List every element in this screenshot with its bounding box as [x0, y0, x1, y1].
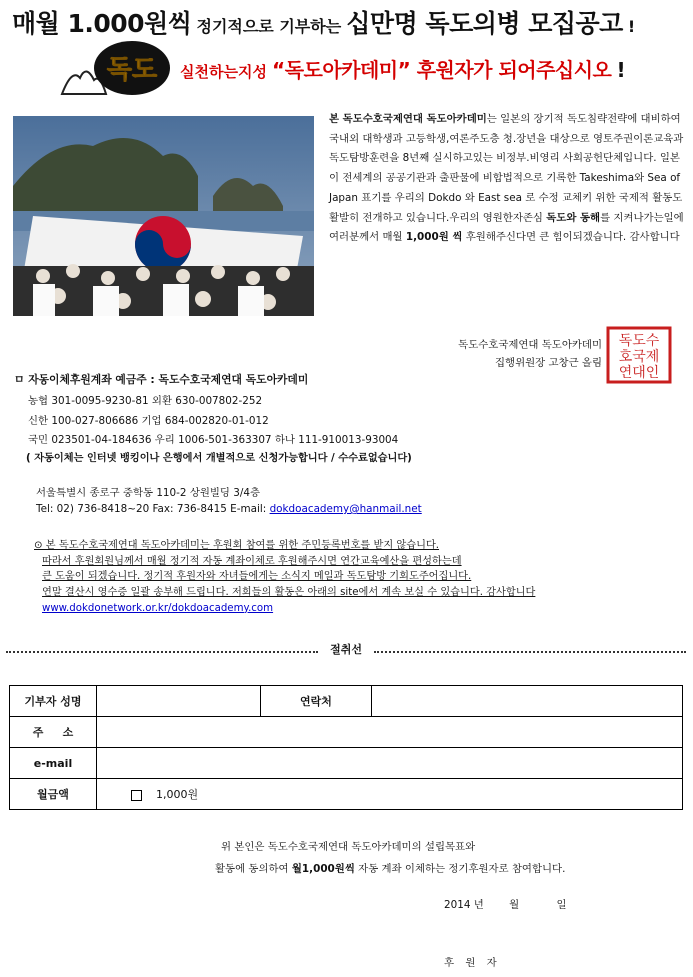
- contact-line: [36, 503, 422, 515]
- intro-text-3: 후원해주신다면 큰 힘이되겠습니다. 감사합니다: [462, 231, 680, 244]
- subheadline-title: “독도아카데미” 후원자가 되어주십시오: [272, 58, 612, 82]
- donor-name-label: 기부자 성명: [10, 686, 97, 717]
- dokdo-logo: [60, 38, 172, 98]
- donation-form: [9, 685, 683, 810]
- address-label: 주 소: [10, 717, 97, 748]
- date-day: 일: [556, 899, 567, 911]
- date-line: [444, 896, 567, 911]
- cut-dots-left: [6, 651, 318, 653]
- official-seal: [606, 326, 672, 384]
- bank-account-line: 국민 023501-04-184636 우리 1006-501-363307 하나 111-910013-93004: [28, 434, 399, 446]
- notice-line: 큰 도움이 되겠습니다. 정기적 후원자와 자녀들에게는 소식지 메일과 독도탐방 기회도주어집니다.: [42, 571, 472, 583]
- intro-text-1: 는 일본의 장기적 독도침략전략에 대비하여 국내외 대학생과 고등학생,여론주도층 청.장년을 대상으로 영토주권이론교육과 독도탐방훈련을 8년째 실시하고있는 비정부.비영리 사회공헌단체입니다. 일본이 전세계의 공공기관과 출판물에 비합법적으로 기록한 Takeshima와 Sea of Japan 표기를 우리의 Dokdo 와 East sea 로 수정 교체키 위한 국제적 활동도 활발히 전개하고 있습니다.우리의 영원한자존심: [329, 113, 684, 224]
- intro-bold-dokdo: 독도와 동해: [546, 211, 601, 224]
- headline-title: 십만명 독도의병 모집공고: [346, 9, 623, 38]
- subheadline: [180, 54, 625, 83]
- phone-field[interactable]: [372, 686, 683, 717]
- sponsor-label: 후 원 자: [444, 957, 501, 969]
- seal-line-2: 호국제: [618, 349, 660, 365]
- amount-checkbox[interactable]: [131, 790, 142, 801]
- bank-note: ( 자동이체는 인터넷 뱅킹이나 은행에서 개별적으로 신청가능합니다 / 수수료없습니다): [26, 453, 412, 464]
- signature-person: 집행위원장 고창근 올림: [495, 357, 602, 369]
- donor-name-field[interactable]: [97, 686, 261, 717]
- cut-line-label: 절취선: [330, 643, 362, 656]
- pledge-text-a: 활동에 동의하여: [215, 863, 292, 875]
- date-month: 월: [509, 899, 520, 911]
- address-field[interactable]: [97, 717, 683, 748]
- phone-fax: Tel: 02) 736-8418~20 Fax: 736-8415 E-mail:: [36, 503, 267, 515]
- subheadline-exclaim: !: [616, 58, 626, 82]
- pledge-text-b: 자동 계좌 이체하는 정기후원자로 참여합니다.: [354, 863, 566, 875]
- signature: [400, 336, 602, 372]
- notice-line: 연말 결산시 영수증 일괄 송부해 드립니다. 저희들의 활동은 아래의 site에서 계속 보실 수 있습니다. 감사합니다: [42, 587, 536, 599]
- notice-line: 따라서 후원회원님께서 매월 정기적 자동 계좌이체로 후원해주시면 연간교육예산을 편성하는데: [42, 555, 462, 567]
- signature-org: 독도수호국제연대 독도아카데미: [458, 339, 602, 351]
- intro-paragraph: [329, 110, 687, 248]
- phone-label: 연락처: [261, 686, 372, 717]
- intro-bold-amount: 1,000원 씩: [405, 231, 463, 244]
- headline: [12, 4, 684, 42]
- amount-field: [97, 779, 683, 810]
- notice-block: [34, 538, 634, 617]
- seal-line-1: 독도수: [618, 333, 660, 349]
- bank-title: ㅁ 자동이체후원계좌 예금주 : 독도수호국제연대 독도아카데미: [14, 373, 309, 386]
- cut-line: [6, 641, 686, 657]
- pledge-line-2: [215, 858, 635, 880]
- intro-org: 본 독도수호국제연대 독도아카데미: [329, 113, 487, 125]
- cut-dots-right: [374, 651, 686, 653]
- bank-account-line: 신한 100-027-806686 기업 684-002820-01-012: [28, 415, 269, 427]
- pledge-text: [215, 836, 635, 880]
- office-address: 서울특별시 종로구 중학동 110-2 상원빌딩 3/4층: [36, 487, 261, 499]
- email-label: e-mail: [10, 748, 97, 779]
- pledge-line-1: 위 본인은 독도수호국제연대 독도아카데미의 설립목표와: [221, 841, 476, 853]
- subheadline-prefix: 실천하는지성: [180, 63, 267, 81]
- headline-exclaim: !: [627, 17, 636, 36]
- headline-sub: 정기적으로 기부하는: [196, 17, 342, 36]
- email-link[interactable]: dokdoacademy@hanmail.net: [269, 503, 422, 515]
- website-link[interactable]: www.dokdonetwork.or.kr/dokdoacademy.com: [42, 602, 274, 614]
- group-photo: [13, 116, 314, 316]
- date-year: 2014 년: [444, 899, 484, 911]
- logo-text: 독도: [106, 55, 158, 85]
- amount-value: 1,000원: [156, 788, 199, 801]
- intro-text-2: 를 지켜나가는일에 여러분께서 매월: [329, 211, 684, 244]
- pledge-amount: 월1,000원씩: [291, 863, 355, 875]
- seal-line-3: 연대인: [618, 365, 660, 381]
- email-field[interactable]: [97, 748, 683, 779]
- amount-label: 월금액: [10, 779, 97, 810]
- bank-account-line: 농협 301-0095-9230-81 외환 630-007802-252: [28, 395, 263, 407]
- notice-line: ⊙ 본 독도수호국제연대 독도아카데미는 후원회 참여를 위한 주민등록번호를 받지 않습니다.: [34, 540, 440, 551]
- headline-amount: 매월 1.000원씩: [12, 9, 192, 38]
